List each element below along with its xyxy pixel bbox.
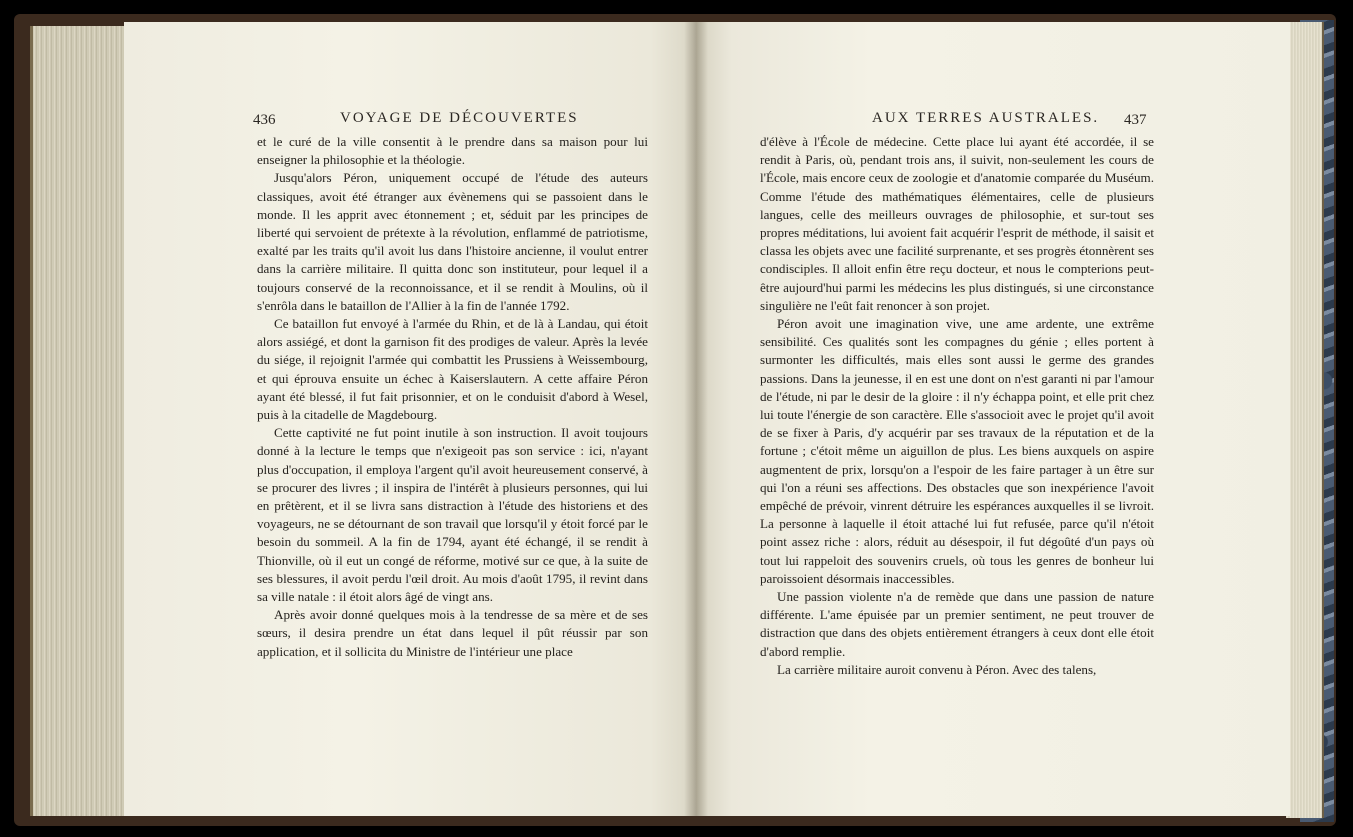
paragraph: Ce bataillon fut envoyé à l'armée du Rhin, et de là à Landau, qui étoit alors assiégé, et dont la garnison fit des prodiges de valeur. Après la levée du siége, il rejoignit l'armée qui combattit les Prussiens à Weissembourg, et qui éprouva ensuite un échec à Kaiserslautern. A cette affaire Péron ayant été blessé, il fut fait prisonnier, et on le conduisit d'abord à Wesel, puis à la citadelle de Magdebourg. xyxy=(257,316,648,423)
paragraph: et le curé de la ville consentit à le prendre dans sa maison pour lui enseigner la philosophie et la théologie. xyxy=(257,134,648,168)
paragraph: Jusqu'alors Péron, uniquement occupé de l'étude des auteurs classiques, avoit été étranger aux évènemens qui se passoient dans le monde. Il les apprit avec étonnement ; et, séduit par les principes de liberté qui servoient de prétexte à la révolution, enflammé de patriotisme, exalté par les traits qu'il avoit lus dans l'histoire ancienne, il voulut entrer dans la carrière militaire. Il quitta donc son instituteur, pour lequel il a toujours conservé de la reconnoissance, et il se rendit à Moulins, où il s'enrôla dans le bataillon de l'Allier à la fin de l'année 1792. xyxy=(257,170,648,313)
page-number: 436 xyxy=(253,112,276,128)
page-edges-right xyxy=(1286,22,1324,818)
page-edges-left xyxy=(30,26,129,816)
book-gutter xyxy=(684,22,708,816)
body-text xyxy=(760,133,1154,679)
paragraph: La carrière militaire auroit convenu à Péron. Avec des talens, xyxy=(777,661,1097,677)
paragraph: Cette captivité ne fut point inutile à son instruction. Il avoit toujours donné à la lecture le temps que n'exigeoit pas son service : ici, n'ayant plus d'occupation, il employa l'argent qu'il avoit heureusement conservé, à se procurer des livres ; il inspira de l'intérêt à plusieurs personnes, qui lui en prêtèrent, et il se livra sans distraction à l'étude des historiens et des voyageurs, ne se détournant de son travail que lorsqu'il y étoit forcé par le besoin du sommeil. A la fin de 1794, ayant été échangé, il se rendit à Thionville, où il eut un congé de réforme, motivé sur ce que, à la suite de ses blessures, il avoit perdu l'œil droit. Au mois d'août 1795, il revint dans sa ville natale : il étoit alors âgé de vingt ans. xyxy=(257,425,648,605)
paragraph: Une passion violente n'a de remède que dans une passion de nature différente. L'ame épuisée par un premier sentiment, ne peut trouver de distraction que dans des objets entièrement étrangers à ceux dont elle étoit d'abord remplie. xyxy=(760,589,1154,659)
paragraph: Après avoir donné quelques mois à la tendresse de sa mère et de ses sœurs, il desira prendre un état dans lequel il pût réussir par son application, et il sollicita du Ministre de l'intérieur une place xyxy=(257,607,648,659)
paragraph: Péron avoit une imagination vive, une ame ardente, une extrême sensibilité. Ces qualités sont les compagnes du génie ; elles portent à surmonter les difficultés, mais elles sont aussi le germe des grandes passions. Dans la jeunesse, il en est une dont on n'est garanti ni par l'amour de l'étude, ni par le desir de la gloire : il n'y échappa point, et elle prit chez lui toute l'énergie de son caractère. Elle s'associoit avec le projet qu'il avoit de se fixer à Paris, d'y acquérir par ses travaux de la réputation et de la fortune ; c'étoit même un aiguillon de plus. Les biens auxquels on aspire augmentent de prix, lorsqu'on a l'espoir de les faire partager à un être sur qui l'on a réuni ses affections. Des obstacles que son inexpérience l'avoit empêché de prévoir, vinrent détruire les espérances auxquelles il se livroit. La personne à laquelle il étoit attaché lui fut refusée, parce qu'il n'étoit point assez riche : alors, réduit au désespoir, il fut dégoûté d'un pays où tout lui rappeloit des souvenirs cruels, où tous les genres de bonheur lui paroissoient désormais inaccessibles. xyxy=(760,316,1154,586)
running-head: AUX TERRES AUSTRALES. xyxy=(872,110,1100,126)
body-text xyxy=(257,133,648,661)
page-number: 437 xyxy=(1124,112,1147,128)
paragraph: d'élève à l'École de médecine. Cette place lui ayant été accordée, il se rendit à Paris, où, pendant trois ans, il suivit, non-seulement les cours de l'École, mais encore ceux de zoologie et d'anatomie comparée du Muséum. Comme l'étude des mathématiques élémentaires, celle de plusieurs langues, celle des meilleurs ouvrages de philosophie, et sur-tout ses propres méditations, lui avoient fait acquérir l'esprit de méthode, il saisit et classa les objets avec une facilité surprenante, et ses progrès étonnèrent ses condisciples. Il alloit enfin être reçu docteur, et nous le compterions peut-être aujourd'hui parmi les médecins les plus distingués, si une circonstance singulière ne l'eût fait renoncer à son projet. xyxy=(760,134,1154,313)
right-page xyxy=(696,22,1290,816)
left-page xyxy=(124,22,696,816)
running-head: VOYAGE DE DÉCOUVERTES xyxy=(340,110,579,126)
